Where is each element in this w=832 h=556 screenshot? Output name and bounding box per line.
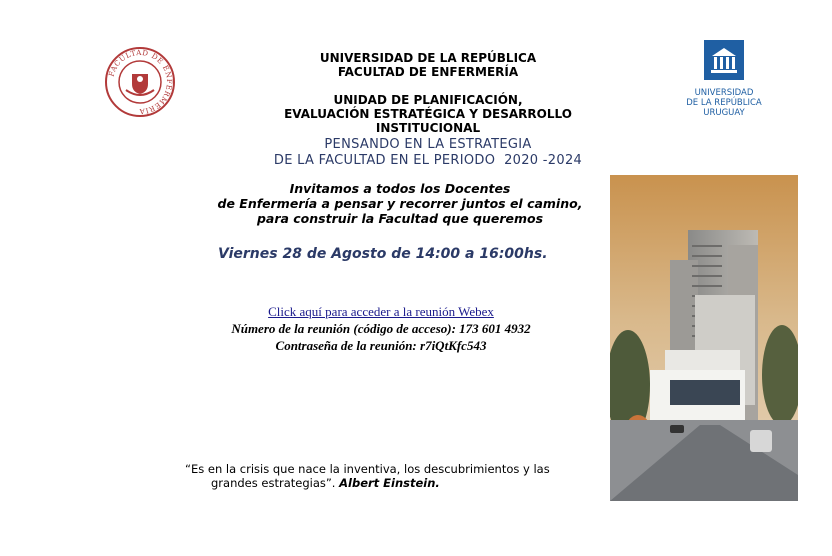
event-title-line2: DE LA FACULTAD EN EL PERIODO 2020 -2024 <box>273 153 583 168</box>
faculty-name: FACULTAD DE ENFERMERÍA <box>337 65 519 79</box>
university-name: UNIVERSIDAD DE LA REPÚBLICA <box>319 51 537 65</box>
faculty-seal-icon <box>104 46 176 118</box>
invitation-line2: de Enfermería a pensar y recorrer juntos el camino, <box>217 196 583 211</box>
udelar-logo <box>674 40 774 118</box>
meeting-number: Número de la reunión (código de acceso): 173 601 4932 <box>231 321 531 336</box>
udelar-logo-line3: URUGUAY <box>703 108 745 118</box>
einstein-quote <box>185 462 605 490</box>
faculty-seal-logo <box>104 46 176 118</box>
quote-line2: grandes estrategias”. <box>211 476 336 490</box>
university-building-icon <box>704 40 744 80</box>
udelar-logo-line1: UNIVERSIDAD <box>694 88 754 98</box>
event-date: Viernes 28 de Agosto de 14:00 a 16:00hs. <box>218 246 548 262</box>
invitation-text <box>190 181 610 226</box>
event-title <box>200 137 656 169</box>
meeting-password: Contraseña de la reunión: r7iQtKfc543 <box>275 338 487 353</box>
seal-text: FACULTAD DE ENFERMERÍA <box>106 47 175 117</box>
event-title-line1: PENSANDO EN LA ESTRATEGIA <box>324 137 532 152</box>
unit-name-line1: UNIDAD DE PLANIFICACIÓN, <box>333 93 523 107</box>
unit-name-line2: EVALUACIÓN ESTRATÉGICA Y DESARROLLO INSTITUCIONAL <box>284 107 572 135</box>
invitation-line1: Invitamos a todos los Docentes <box>289 181 511 196</box>
udelar-logo-line2: DE LA REPÚBLICA <box>686 98 762 108</box>
faculty-building-photo <box>610 175 798 501</box>
quote-author: Albert Einstein. <box>339 476 440 490</box>
webex-meeting-link[interactable]: Click aquí para acceder a la reunión Webex <box>268 304 494 319</box>
invitation-line3: para construir la Facultad que queremos <box>256 211 544 226</box>
quote-line1: “Es en la crisis que nace la inventiva, los descubrimientos y las <box>185 462 550 476</box>
header-block <box>230 51 626 135</box>
meeting-info <box>190 303 572 354</box>
